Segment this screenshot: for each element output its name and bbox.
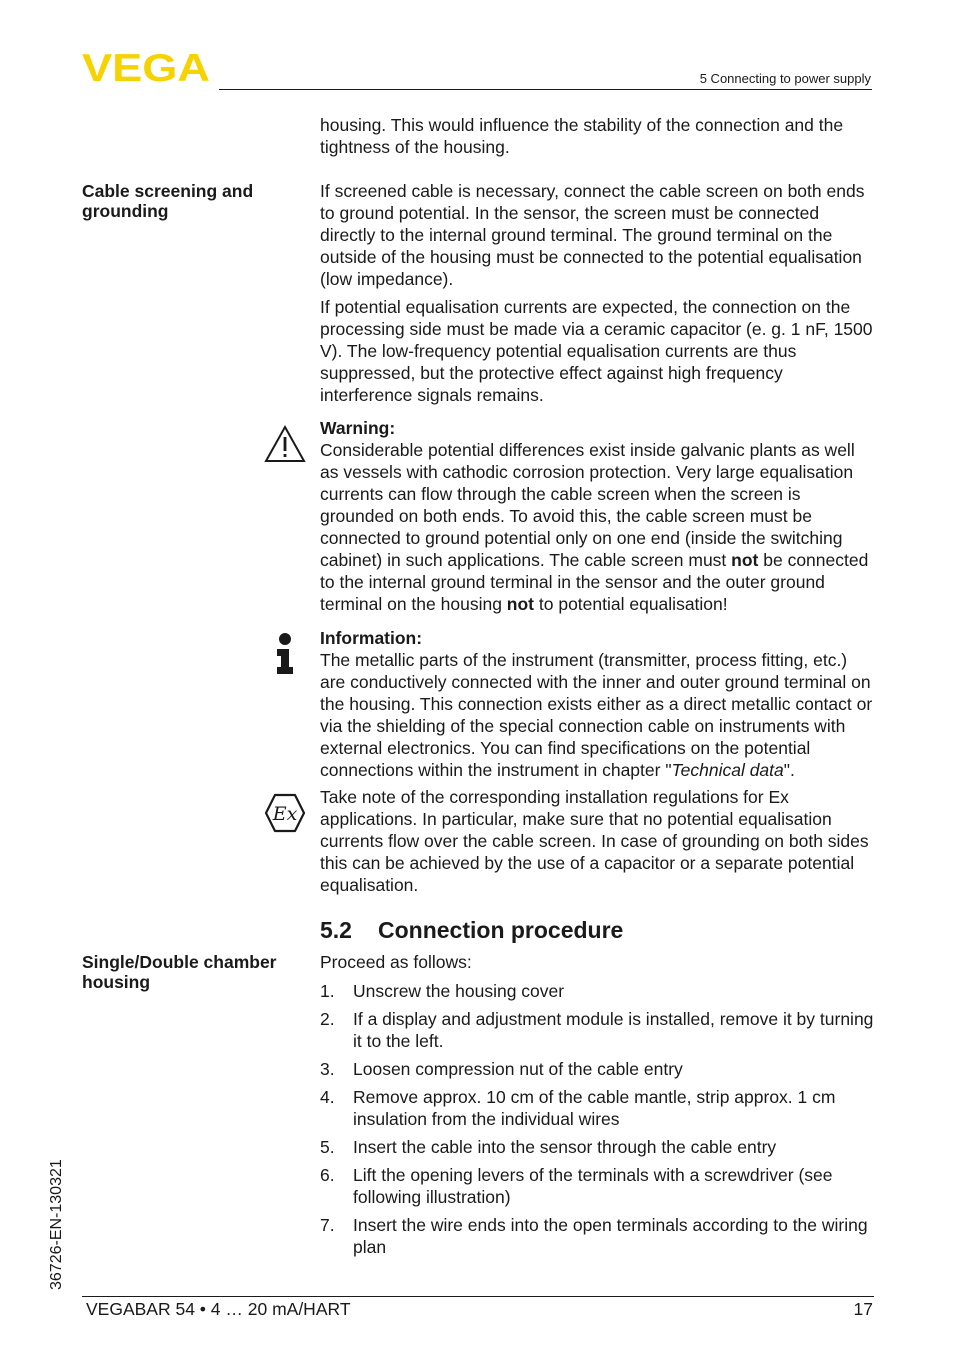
information-title: Information: xyxy=(320,628,423,648)
vega-logo xyxy=(82,50,212,84)
list-item: 7. Insert the wire ends into the open terminals according to the wiring plan xyxy=(320,1215,868,1257)
svg-text:Ex: Ex xyxy=(272,803,298,825)
list-item: 1. Unscrew the housing cover xyxy=(320,981,565,1001)
screening-text xyxy=(320,180,876,406)
logo-text: VEGA xyxy=(82,50,210,84)
info-icon xyxy=(264,632,306,676)
ex-note-text: Take note of the corresponding installation regulations for Ex applications. In particular, make sure that no potential equalisation currents flow over the cable screen. In case of grounding on both sides this can be achieved by the use of a capacitor or a separate potential equalisation. xyxy=(320,787,869,895)
section-title: Connection procedure xyxy=(378,917,624,943)
procedure-lead: Proceed as follows: xyxy=(320,952,472,972)
warning-title: Warning: xyxy=(320,418,396,438)
procedure-steps xyxy=(320,980,876,1258)
section-number: 5.2 xyxy=(320,917,352,943)
warning-block xyxy=(320,417,876,615)
screening-para-1: If screened cable is necessary, connect the cable screen on both ends to ground potential. In the sensor, the screen must be connected directly to the internal ground terminal. The ground terminal on the outside of the housing must be connected to the potential equalisation (low impedance). xyxy=(320,181,865,289)
warning-text: Considerable potential differences exist inside galvanic plants as well as vessels with cathodic corrosion protection. Very large equalisation currents can flow through the cable screen when the screen is grounded on both ends. To avoid this, the cable screen must be connected to ground potential only on one end (inside the switching cabinet) in such applications. The cable screen must not be connected to the internal ground terminal in the sensor and the outer ground terminal on the housing not to potential equalisation! xyxy=(320,440,869,614)
side-label-housing: Single/Double chamber housing xyxy=(82,952,277,992)
section-heading xyxy=(320,917,623,944)
list-item: 2. If a display and adjustment module is installed, remove it by turning it to the left. xyxy=(320,1009,874,1051)
warning-triangle-icon xyxy=(264,424,306,464)
header-section-ref: 5 Connecting to power supply xyxy=(699,71,871,86)
ex-note xyxy=(320,786,876,896)
information-block xyxy=(320,627,876,781)
side-label-cable-screening: Cable screening and grounding xyxy=(82,181,254,221)
procedure-block xyxy=(320,951,876,1264)
screening-para-2: If potential equalisation currents are expected, the connection on the processing side must be made via a ceramic capacitor (e. g. 1 nF, 1500 V). The low-frequency potential equalisation currents are thus suppressed, but the protective effect against high frequency interference signals remains. xyxy=(320,297,873,405)
ex-hexagon-icon xyxy=(264,792,306,834)
document-id: 36726-EN-130321 xyxy=(48,1159,65,1290)
list-item: 6. Lift the opening levers of the terminals with a screwdriver (see following illustration) xyxy=(320,1165,833,1207)
intro-text: housing. This would influence the stability of the connection and the tightness of the housing. xyxy=(320,115,844,157)
footer-rule xyxy=(82,1296,874,1297)
list-item: 5. Insert the cable into the sensor through the cable entry xyxy=(320,1137,777,1157)
list-item: 4. Remove approx. 10 cm of the cable mantle, strip approx. 1 cm insulation from the individual wires xyxy=(320,1087,836,1129)
information-text: The metallic parts of the instrument (transmitter, process fitting, etc.) are conductively connected with the inner and outer ground terminal on the housing. This connection exists either as a direct metallic contact or via the shielding of the special connection cable on instruments with external electronics. You can find specifications on the potential connections within the instrument in chapter "Technical data". xyxy=(320,650,873,780)
page-number: 17 xyxy=(853,1299,873,1319)
header-rule xyxy=(219,89,872,90)
footer-product: VEGABAR 54 • 4 … 20 mA/HART xyxy=(86,1299,351,1319)
list-item: 3. Loosen compression nut of the cable entry xyxy=(320,1059,683,1079)
